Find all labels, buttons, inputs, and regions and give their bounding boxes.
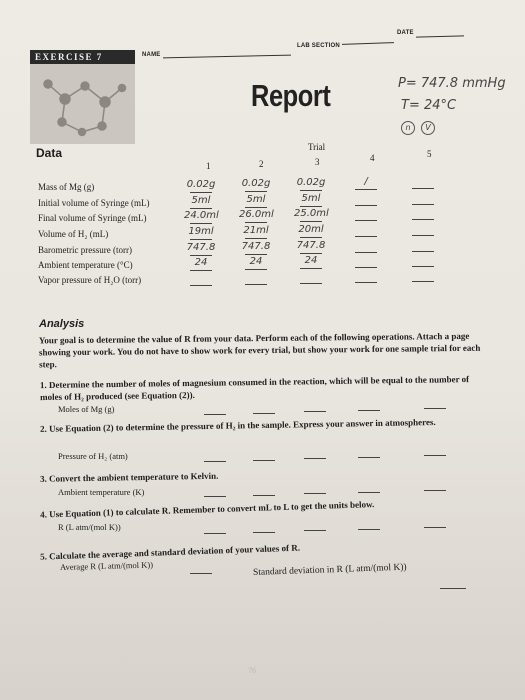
date-label: DATE [397, 30, 414, 36]
data-cell-value: 24 [249, 256, 263, 267]
data-section-title: Data [36, 146, 63, 160]
answer-blank[interactable] [304, 411, 326, 412]
data-cell-line [245, 238, 267, 239]
data-cell[interactable] [349, 238, 383, 252]
data-cell[interactable] [406, 267, 440, 281]
data-cell[interactable] [349, 222, 383, 236]
data-cell[interactable] [184, 241, 218, 255]
answer-blank[interactable] [190, 573, 212, 574]
data-cell[interactable] [406, 221, 440, 235]
data-cell-value: 21ml [243, 225, 269, 236]
data-cell-line [412, 235, 434, 236]
circled-letter-n: n [401, 121, 415, 135]
data-cell[interactable] [239, 224, 273, 238]
data-cell-line [412, 188, 434, 189]
handwritten-pressure: P= 747.8 mmHg [398, 76, 506, 91]
step-2-text: Use Equation (2) to determine the pressure of H₂ in the sample. Express your answer in atmospheres. [48, 417, 436, 434]
molecule-graphic [30, 64, 135, 144]
answer-blank[interactable] [424, 455, 446, 456]
trial-number-2: 2 [259, 159, 264, 169]
data-cell-line [190, 223, 212, 224]
report-title: Report [251, 78, 331, 113]
data-cell[interactable] [349, 191, 383, 205]
data-cell-value: 0.02g [241, 178, 271, 189]
data-cell[interactable] [239, 240, 273, 254]
lab-section-label: LAB SECTION [297, 43, 340, 49]
step-4-number: 4. [39, 509, 48, 520]
step-2-number: 2. [39, 423, 47, 434]
name-label: NAME [142, 52, 161, 58]
answer-blank[interactable] [204, 496, 226, 497]
data-cell[interactable] [239, 255, 273, 269]
data-cell-value: 24 [194, 257, 208, 268]
circled-letter-v: V [421, 121, 435, 135]
step-2-sub-label: Pressure of H₂ (atm) [58, 451, 128, 461]
data-cell[interactable] [184, 178, 218, 192]
data-cell-line [190, 285, 212, 286]
data-cell-line [245, 191, 267, 192]
data-cell-value: 24.0ml [184, 210, 219, 221]
analysis-step-1 [40, 373, 480, 403]
data-cell-value: 747.8 [186, 242, 216, 253]
data-row-label: Final volume of Syringe (mL) [38, 213, 147, 223]
answer-blank[interactable] [358, 492, 380, 493]
data-cell-line [412, 219, 434, 220]
step-3-text: Convert the ambient temperature to Kelvin. [48, 470, 219, 484]
data-cell-line [245, 284, 267, 285]
lab-section-line [342, 42, 394, 45]
data-cell-value: / [364, 176, 368, 187]
answer-blank[interactable] [358, 457, 380, 458]
step-1-number: 1. [39, 379, 47, 391]
data-cell[interactable] [239, 177, 273, 191]
answer-blank[interactable] [253, 460, 275, 461]
data-cell[interactable] [349, 175, 383, 189]
analysis-step-3 [40, 465, 480, 485]
handwritten-circles [395, 121, 435, 135]
data-cell-line [355, 189, 377, 190]
data-cell[interactable] [184, 209, 218, 223]
trial-header: Trial [308, 142, 326, 152]
data-cell-value: 25.0ml [294, 208, 329, 219]
data-cell-value: 24 [304, 255, 318, 266]
data-cell[interactable] [239, 193, 273, 207]
answer-blank[interactable] [204, 533, 226, 534]
data-cell-line [300, 237, 322, 238]
step-5-sub-label: Average R (L atm/(mol K)) [59, 559, 154, 572]
analysis-step-2 [40, 415, 488, 435]
data-cell-line [355, 220, 377, 221]
answer-blank[interactable] [253, 532, 275, 533]
analysis-step-4 [40, 495, 460, 520]
data-cell-value: 747.8 [296, 240, 326, 251]
answer-blank[interactable] [424, 527, 446, 528]
data-cell-value: 5ml [246, 194, 266, 205]
trial-number-5: 5 [427, 149, 432, 159]
data-cell-value: 747.8 [241, 241, 271, 252]
data-cell[interactable] [294, 176, 328, 190]
data-cell-value: 20ml [298, 224, 324, 235]
data-cell[interactable] [184, 194, 218, 208]
data-cell[interactable] [294, 269, 328, 283]
answer-blank[interactable] [304, 493, 326, 494]
data-cell[interactable] [349, 268, 383, 282]
answer-blank[interactable] [253, 413, 275, 414]
analysis-title: Analysis [39, 318, 85, 330]
data-cell[interactable] [294, 254, 328, 268]
data-cell-line [300, 190, 322, 191]
data-cell-line [355, 236, 377, 237]
data-cell[interactable] [406, 190, 440, 204]
step-4-sub-label: R (L atm/(mol K)) [58, 522, 121, 532]
analysis-intro: Your goal is to determine the value of R from your data. Perform each of the following operations. Attach a page showing your work. You do not have to show work for every trial, but show your work for one sample trial for each step. [38, 330, 481, 370]
step-1-text: Determine the number of moles of magnesium consumed in the reaction, which will be equal to the number of moles of H₂ produced (see Equation (2)). [40, 374, 470, 403]
step-3-sub-label: Ambient temperature (K) [58, 487, 145, 497]
data-cell[interactable] [349, 206, 383, 220]
answer-blank[interactable] [440, 588, 466, 589]
step-3-number: 3. [39, 473, 47, 484]
data-cell[interactable] [294, 239, 328, 253]
page-number: 76 [248, 666, 256, 675]
data-cell-line [300, 283, 322, 284]
data-cell-line [300, 221, 322, 222]
data-row-label: Vapor pressure of H₂O (torr) [38, 275, 142, 285]
step-5-number: 5. [39, 551, 48, 562]
data-cell[interactable] [239, 208, 273, 222]
data-row-label: Ambient temperature (°C) [38, 260, 133, 270]
analysis-step-5 [40, 535, 480, 562]
data-row-label: Volume of H₂ (mL) [38, 229, 109, 239]
step-5-text: Calculate the average and standard deviation of your values of R. [48, 542, 301, 562]
answer-blank[interactable] [204, 414, 226, 415]
answer-blank[interactable] [204, 461, 226, 462]
answer-blank[interactable] [424, 408, 446, 409]
data-row-label: Initial volume of Syringe (mL) [38, 198, 150, 208]
trial-number-3: 3 [315, 157, 320, 167]
data-row-label: Mass of Mg (g) [38, 182, 95, 192]
data-cell-line [412, 281, 434, 282]
data-cell[interactable] [349, 253, 383, 267]
answer-blank[interactable] [253, 495, 275, 496]
data-cell-value: 19ml [188, 226, 214, 237]
step-1-sub-label: Moles of Mg (g) [58, 404, 115, 414]
data-cell-value: 26.0ml [239, 209, 274, 220]
trial-number-4: 4 [370, 153, 375, 163]
data-cell[interactable] [406, 237, 440, 251]
data-cell-value: 0.02g [296, 177, 326, 188]
answer-blank[interactable] [358, 529, 380, 530]
data-cell[interactable] [184, 271, 218, 285]
data-cell[interactable] [294, 192, 328, 206]
data-cell-value: 5ml [191, 195, 211, 206]
name-line [163, 55, 291, 59]
answer-blank[interactable] [304, 530, 326, 531]
data-cell[interactable] [294, 207, 328, 221]
data-cell-value: 0.02g [186, 179, 216, 190]
step-4-text: Use Equation (1) to calculate R. Remember to convert mL to L to get the units below. [48, 499, 375, 520]
data-cell[interactable] [184, 256, 218, 270]
data-cell[interactable] [239, 270, 273, 284]
answer-blank[interactable] [424, 490, 446, 491]
date-line [416, 35, 464, 37]
handwritten-temperature: T= 24°C [401, 98, 457, 113]
data-cell[interactable] [406, 174, 440, 188]
step-5-sub-label-2: Standard deviation in R (L atm/(mol K)) [252, 562, 407, 578]
answer-blank[interactable] [358, 410, 380, 411]
data-cell[interactable] [406, 252, 440, 266]
data-cell[interactable] [406, 205, 440, 219]
data-cell[interactable] [184, 225, 218, 239]
data-cell[interactable] [294, 223, 328, 237]
exercise-banner: EXERCISE 7 [30, 50, 135, 64]
answer-blank[interactable] [304, 458, 326, 459]
data-row-label: Barometric pressure (torr) [38, 245, 132, 255]
data-cell-value: 5ml [301, 193, 321, 204]
trial-number-1: 1 [206, 161, 211, 171]
data-cell-line [355, 282, 377, 283]
data-cell-line [245, 222, 267, 223]
data-cell-line [190, 239, 212, 240]
data-cell-line [190, 192, 212, 193]
